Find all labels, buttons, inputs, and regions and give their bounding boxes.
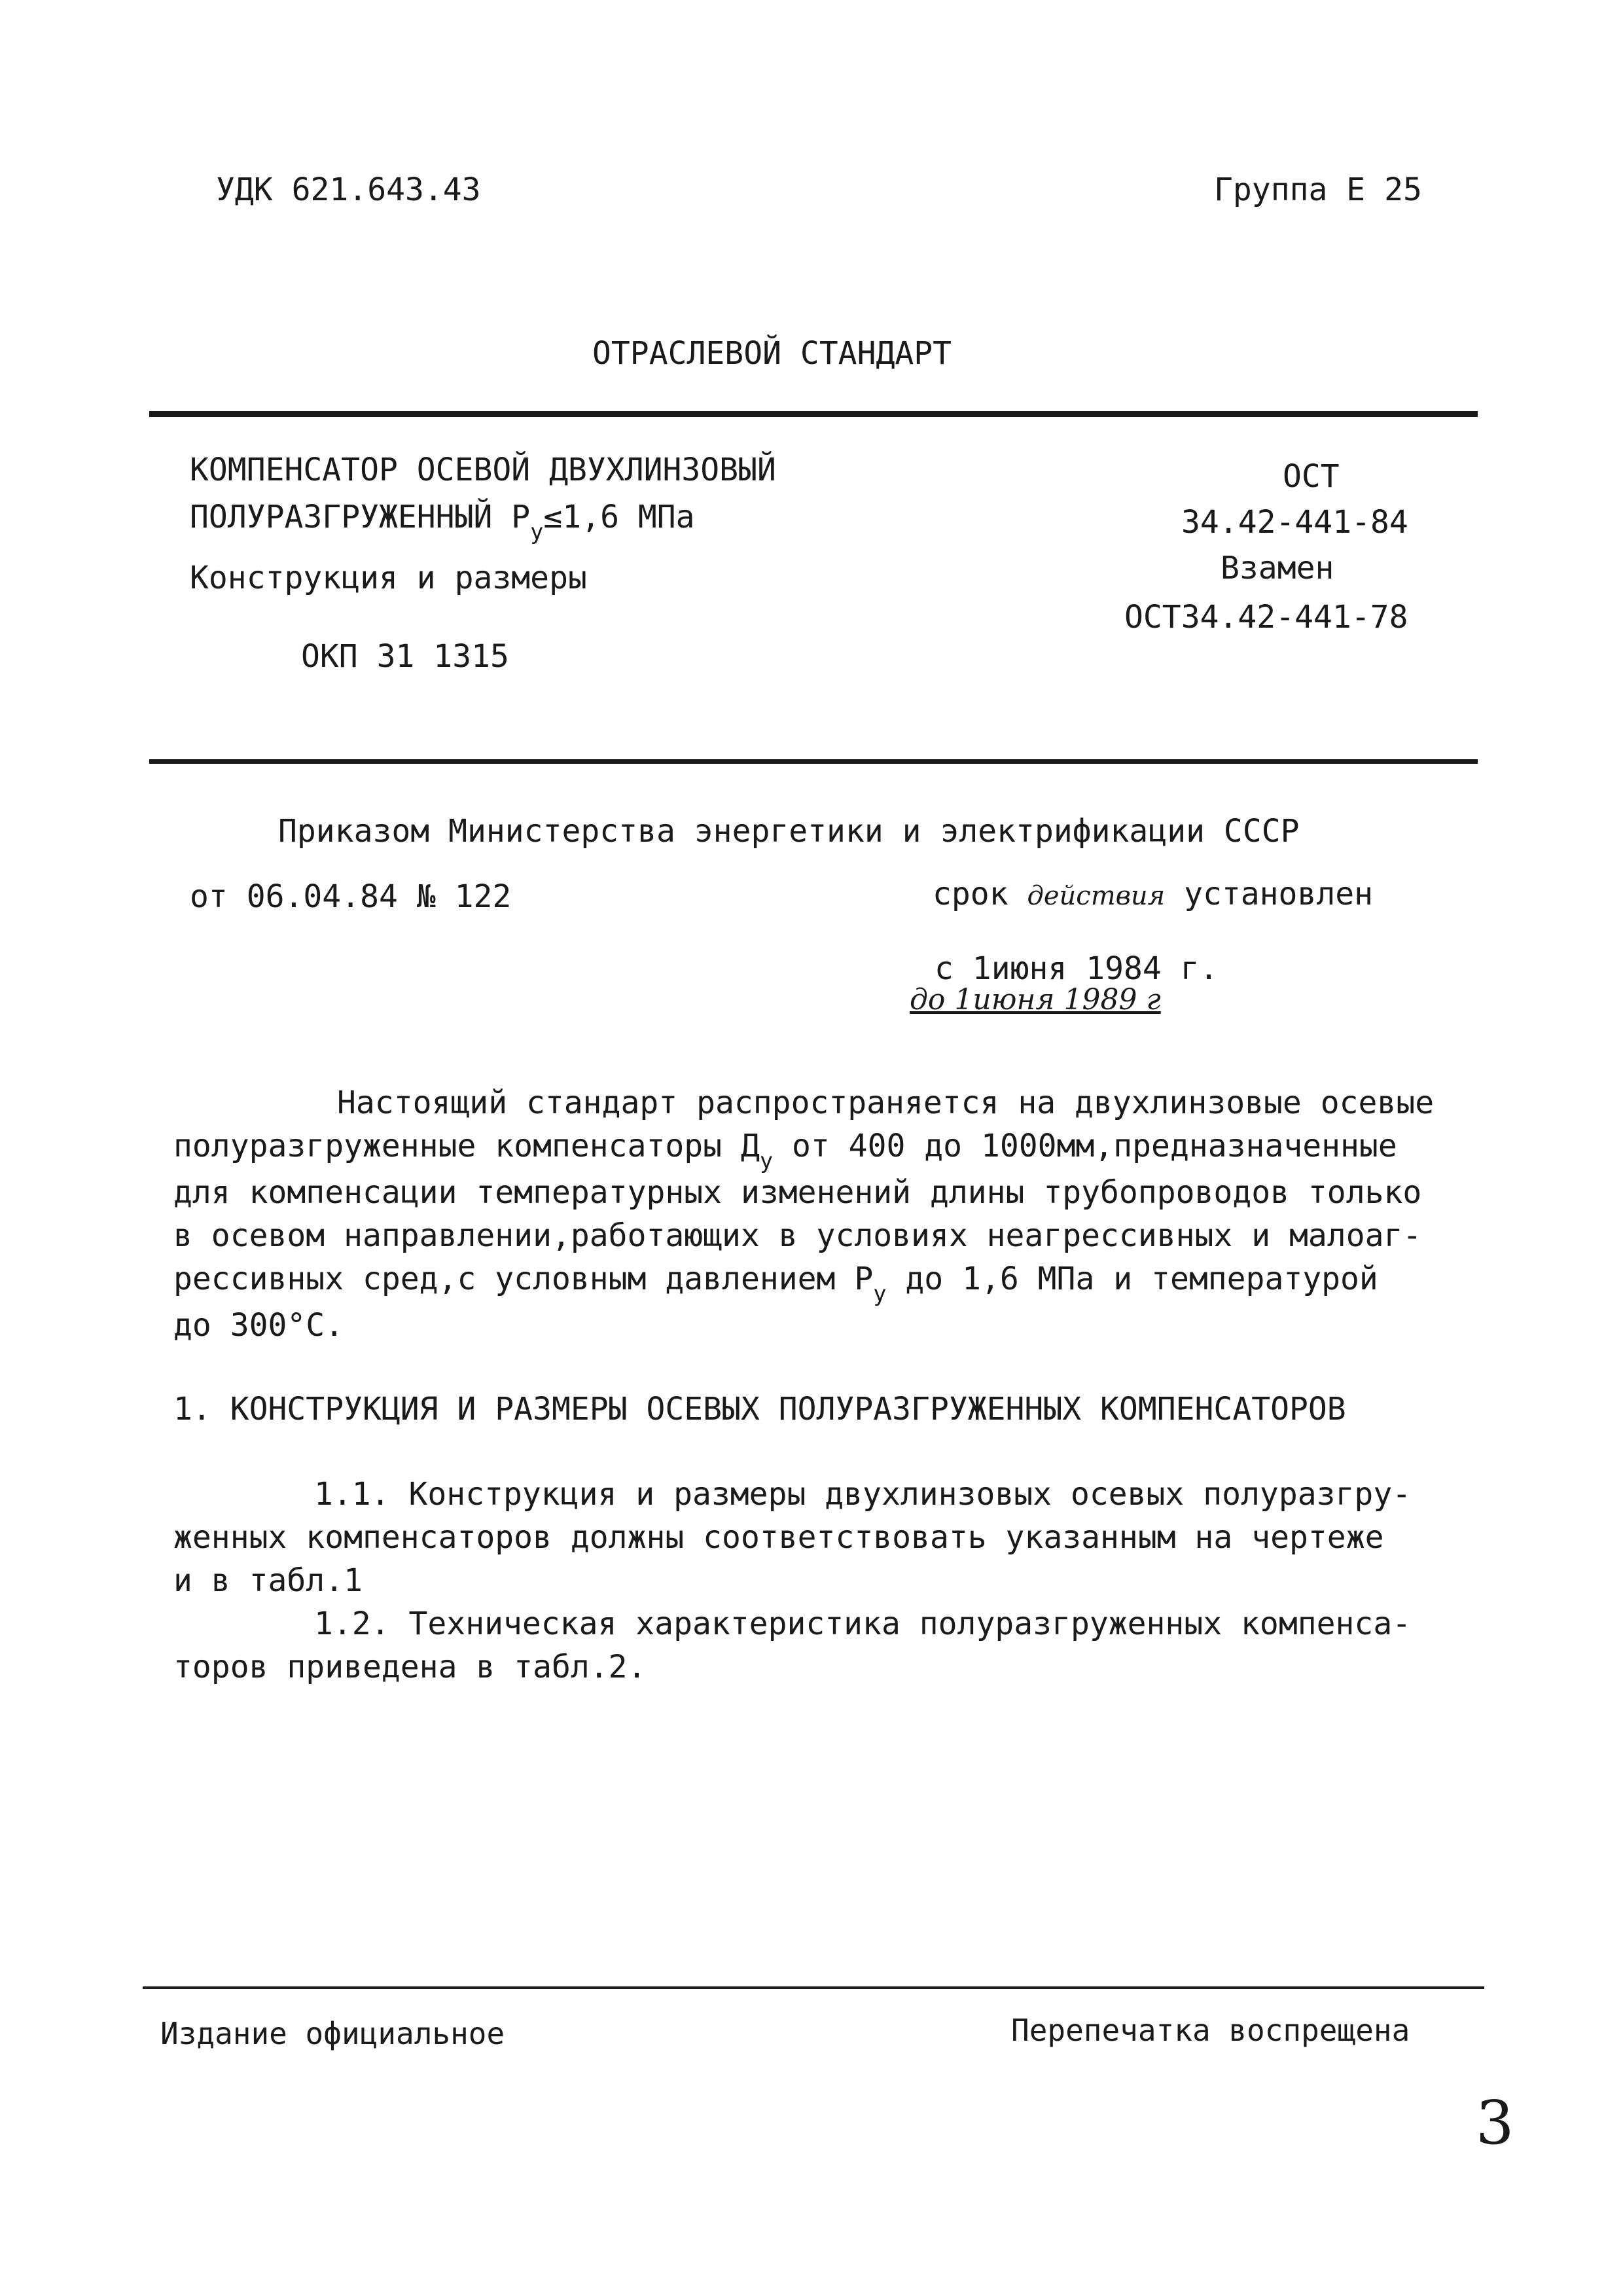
intro-line-5 [173,1257,1436,1307]
validity-to-date-handwritten: до 1июня 1989 г [910,983,1161,1016]
intro-line-2 [173,1124,1436,1174]
approval-order: Приказом Министерства энергетики и электрификации СССР [278,813,1300,850]
group-code: Группа Е 25 [1214,171,1422,208]
title-block-rule [149,759,1478,764]
approval-date-number: от 06.04.84 № 122 [190,878,512,915]
intro-line-2-rest: от 400 до 1000мм,предназначенные [773,1128,1397,1164]
clause-1-1-line-3: и в табл.1 [173,1562,363,1599]
section-1-paragraphs [173,1473,1436,1689]
intro-line-5-text: рессивных сред,с условным давлением Р [173,1261,874,1297]
page-number: 3 [1476,2088,1514,2158]
top-rule [149,411,1478,417]
intro-paragraph [173,1081,1436,1347]
replaces-label: Взамен [1221,550,1334,586]
standard-type: ОТРАСЛЕВОЙ СТАНДАРТ [592,335,952,372]
validity-term-suffix: установлен [1184,876,1374,912]
footer-reprint-prohibited: Перепечатка воспрещена [1011,2013,1410,2048]
validity-from-date: с 1июня 1984 г. [935,950,1219,987]
intro-line-2-text: полуразгруженные компенсаторы Д [173,1128,760,1164]
intro-line-5-subscript: у [873,1281,887,1307]
intro-line-1: Настоящий стандарт распространяется на двухлинзовые осевые [337,1085,1435,1121]
intro-line-4: в осевом направлении,работающих в условиях неагрессивных и малоаг- [173,1217,1422,1254]
ost-number: 34.42-441-84 [1181,504,1408,541]
intro-line-3: для компенсации температурных изменений длины трубопроводов только [173,1174,1422,1211]
clause-1-1-line-1: 1.1. Конструкция и размеры двухлинзовых осевых полуразгру- [314,1476,1412,1513]
intro-line-6: до 300°С. [173,1307,344,1344]
title-line-1: КОМПЕНСАТОР ОСЕВОЙ ДВУХЛИНЗОВЫЙ [190,452,776,488]
udk-code: УДК 621.643.43 [216,171,481,208]
clause-1-2-line-2: торов приведена в табл.2. [173,1649,647,1685]
title-line-2-subscript: у [530,519,544,545]
title-line-2 [190,499,695,545]
document-subtitle: Конструкция и размеры [190,560,587,596]
replaces-number: ОСТ34.42-441-78 [1124,599,1408,636]
intro-line-2-subscript: у [759,1148,774,1174]
validity-term [933,876,1373,912]
validity-term-prefix: срок [933,876,1008,912]
footer-official-edition: Издание официальное [160,2016,505,2051]
okp-code: ОКП 31 1315 [301,638,509,675]
intro-line-5-rest: до 1,6 МПа и температурой [886,1261,1378,1297]
section-1-heading: 1. КОНСТРУКЦИЯ И РАЗМЕРЫ ОСЕВЫХ ПОЛУРАЗГРУЖЕННЫХ КОМПЕНСАТОРОВ [173,1391,1346,1427]
title-line-2-prefix: ПОЛУРАЗГРУЖЕННЫЙ Р [190,499,531,535]
title-line-2-suffix: ≤1,6 МПа [543,499,695,535]
validity-term-handwritten: действия [1027,881,1166,911]
clause-1-1-line-2: женных компенсаторов должны соответствовать указанным на чертеже [173,1519,1384,1556]
clause-1-2-line-1: 1.2. Техническая характеристика полуразгруженных компенса- [314,1605,1412,1642]
footer-rule [143,1986,1484,1989]
ost-label: ОСТ [1283,458,1340,495]
